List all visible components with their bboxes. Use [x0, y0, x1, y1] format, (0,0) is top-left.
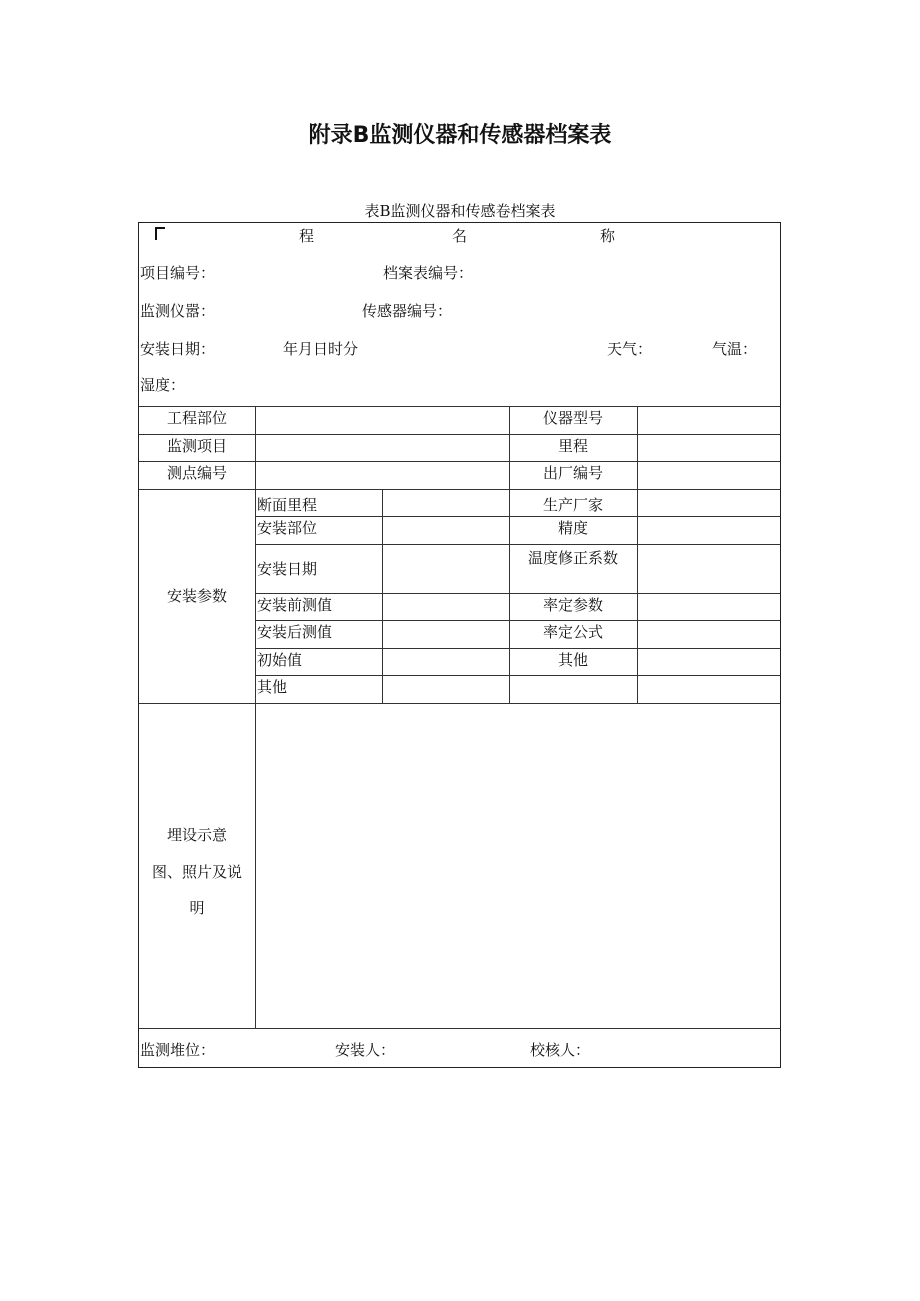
date-format-text: 年月日时分	[283, 340, 359, 358]
monitor-item-label: 监测项目	[166, 437, 227, 455]
post-install-value-label: 安装后测值	[257, 623, 333, 641]
installer-label: 安装人：	[335, 1041, 396, 1059]
install-date-param-label: 安装日期	[257, 560, 318, 578]
diagram-label-line-2: 图、照片及说	[151, 863, 242, 881]
install-part-label: 安装部位	[257, 519, 318, 537]
other-left-label: 其他	[257, 678, 288, 696]
instrument-model-label: 仪器型号	[542, 409, 603, 427]
record-no-label: 档案表编号：	[383, 264, 474, 282]
corner-mark-icon	[155, 227, 165, 240]
project-no-label: 项目编号：	[140, 264, 216, 282]
project-name-char-2: 名	[452, 227, 468, 245]
rule	[382, 489, 383, 703]
rule	[255, 544, 780, 545]
rule	[255, 675, 780, 676]
humidity-label: 湿度：	[140, 376, 186, 394]
install-date-label: 安装日期：	[140, 340, 216, 358]
calibration-param-label: 率定参数	[542, 596, 603, 614]
weather-label: 天气：	[607, 340, 653, 358]
precision-label: 精度	[557, 519, 588, 537]
pre-install-value-label: 安装前测值	[257, 596, 333, 614]
rule	[139, 489, 780, 490]
rule	[255, 620, 780, 621]
monitor-unit-label: 监测堆位：	[140, 1041, 216, 1059]
checker-label: 校核人：	[530, 1041, 591, 1059]
install-params-label: 安装参数	[166, 587, 227, 605]
rule	[139, 434, 780, 435]
rule	[139, 703, 780, 704]
temp-correction-label: 温度修正系数	[527, 549, 618, 567]
rule	[255, 406, 256, 1028]
mileage-label: 里程	[557, 437, 588, 455]
diagram-label-line-3: 明	[189, 899, 205, 917]
calibration-formula-label: 率定公式	[542, 623, 603, 641]
temperature-label: 气温：	[712, 340, 758, 358]
project-name-char-1: 程	[299, 227, 315, 245]
rule	[255, 648, 780, 649]
sensor-no-label: 传感器编号：	[362, 302, 453, 320]
table-caption: 表B监测仪器和传感卷档案表	[364, 202, 556, 220]
rule	[139, 461, 780, 462]
diagram-label-line-1: 埋设示意	[166, 826, 227, 844]
rule	[637, 406, 638, 703]
point-no-label: 测点编号	[166, 464, 227, 482]
record-form	[138, 222, 781, 1068]
instrument-label: 监测仪嚣：	[140, 302, 216, 320]
project-name-char-3: 称	[600, 227, 616, 245]
page-title: 附录B监测仪器和传感器档案表	[308, 123, 612, 148]
rule	[255, 593, 780, 594]
section-mileage-label: 断面里程	[257, 496, 318, 514]
rule	[255, 516, 780, 517]
factory-no-label: 出厂编号	[542, 464, 603, 482]
rule	[139, 406, 780, 407]
initial-value-label: 初始值	[257, 651, 303, 669]
other-right-label: 其他	[557, 651, 588, 669]
manufacturer-label: 生产厂家	[542, 496, 603, 514]
project-part-label: 工程部位	[166, 409, 227, 427]
rule	[139, 1028, 780, 1029]
